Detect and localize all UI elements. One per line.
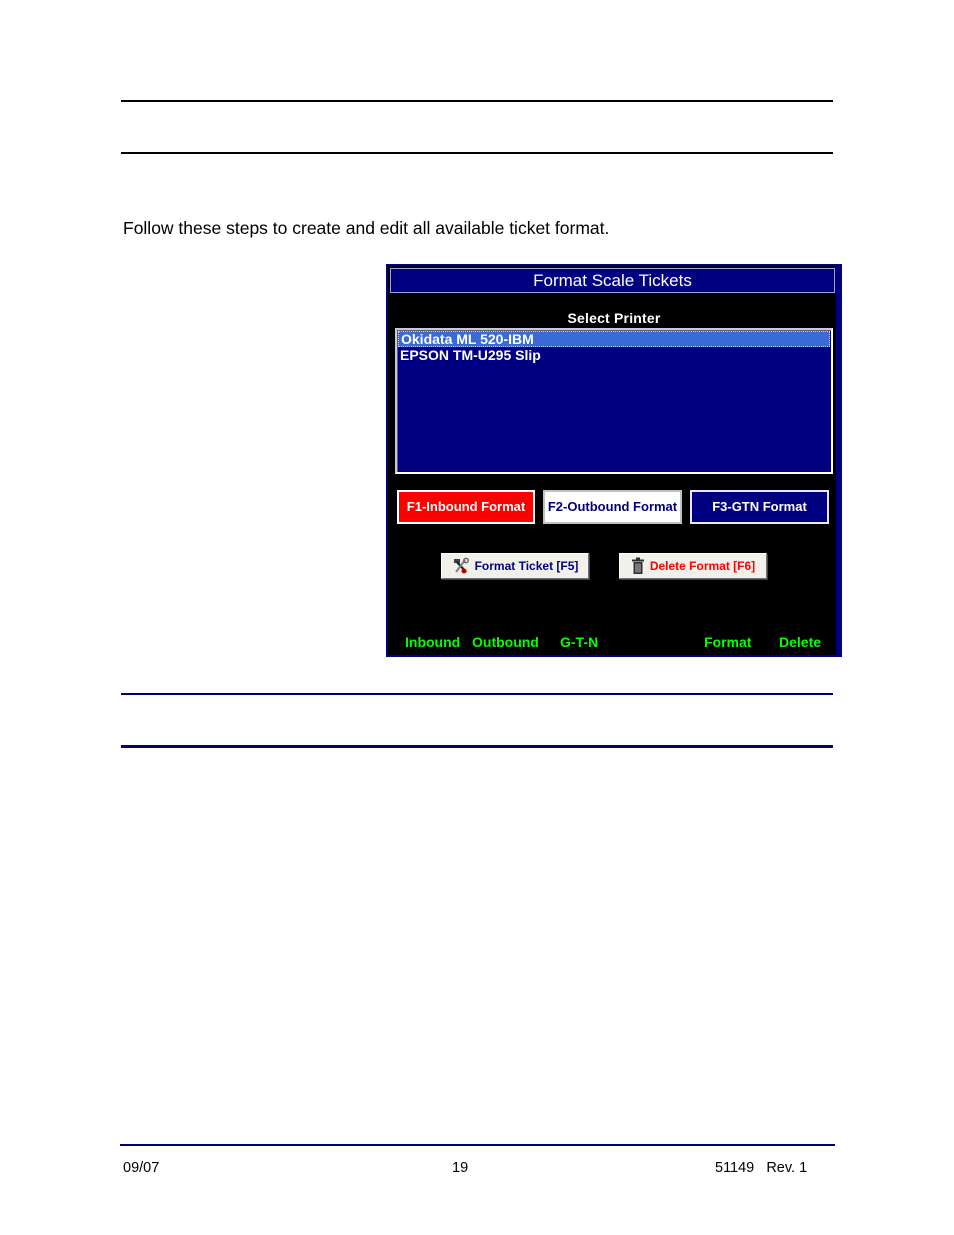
outbound-format-button[interactable]: F2-Outbound Format xyxy=(543,490,682,524)
header-rule-top xyxy=(121,100,833,102)
format-ticket-label: Format Ticket [F5] xyxy=(474,559,579,573)
inbound-format-button[interactable]: F1-Inbound Format xyxy=(397,490,535,524)
section-rule-bottom xyxy=(121,745,833,748)
header-rule-bottom xyxy=(121,152,833,154)
format-ticket-button[interactable] xyxy=(441,553,589,579)
key-label-inbound: Inbound xyxy=(405,634,461,650)
trash-icon xyxy=(631,557,645,575)
section-rule-top xyxy=(121,693,833,695)
footer-date: 09/07 xyxy=(123,1160,160,1176)
gtn-format-button[interactable]: F3-GTN Format xyxy=(690,490,829,524)
printer-list[interactable] xyxy=(395,328,833,474)
footer-rule xyxy=(120,1144,835,1146)
printer-list-item[interactable]: Okidata ML 520-IBM xyxy=(398,331,830,347)
footer-page-number: 19 xyxy=(452,1160,469,1176)
key-label-outbound: Outbound xyxy=(472,634,539,650)
tools-icon xyxy=(452,557,470,575)
key-label-gtn: G-T-N xyxy=(560,634,599,650)
intro-text: Follow these steps to create and edit all available ticket format. xyxy=(123,218,610,238)
printer-list-item[interactable]: EPSON TM-U295 Slip xyxy=(400,347,541,363)
delete-format-label: Delete Format [F6] xyxy=(649,559,756,573)
select-printer-label: Select Printer xyxy=(567,310,661,326)
format-scale-tickets-window xyxy=(386,264,842,657)
key-label-format: Format xyxy=(704,634,752,650)
footer-doc-number: 51149 Rev. 1 xyxy=(715,1160,808,1176)
window-title: Format Scale Tickets xyxy=(390,268,835,293)
delete-format-button[interactable] xyxy=(619,553,767,579)
key-label-delete: Delete xyxy=(779,634,822,650)
